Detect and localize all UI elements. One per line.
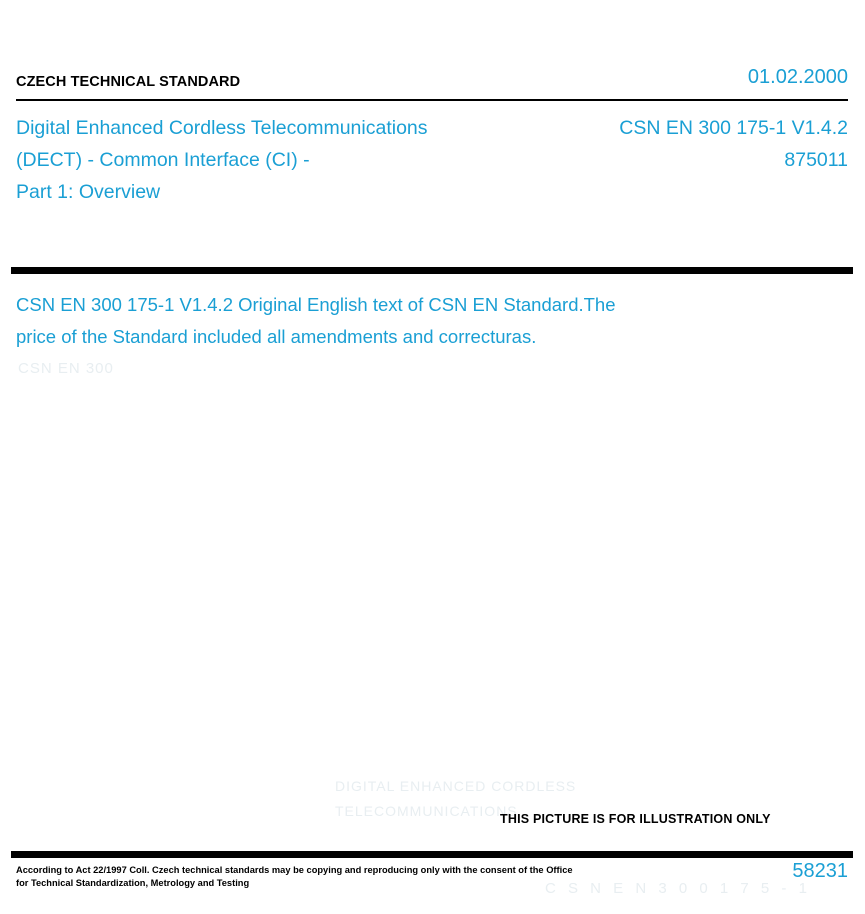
illustration-caption: THIS PICTURE IS FOR ILLUSTRATION ONLY xyxy=(500,812,771,826)
footer-document-number: 58231 xyxy=(792,860,848,882)
standard-note-line-1: CSN EN 300 175-1 V1.4.2 Original English text of CSN EN Standard.The xyxy=(16,294,616,315)
standard-title-line-3: Part 1: Overview xyxy=(16,181,161,203)
publication-date: 01.02.2000 xyxy=(747,66,848,88)
footer-legal-line-1: According to Act 22/1997 Coll. Czech technical standards may be copying and reproducing only with the consent of the Office xyxy=(16,865,573,875)
title-section-divider xyxy=(11,267,853,274)
footer-divider xyxy=(11,851,853,858)
standard-note-line-2: price of the Standard included all amendments and correcturas. xyxy=(16,326,537,347)
standard-title-line-1: Digital Enhanced Cordless Telecommunications xyxy=(16,117,428,139)
watermark-text-4: C S N E N 3 0 0 1 7 5 - 1 xyxy=(545,880,811,897)
standard-title xyxy=(16,112,536,208)
header-divider xyxy=(16,99,848,101)
watermark-text-1: CSN EN 300 xyxy=(18,360,114,377)
standard-title-line-2: (DECT) - Common Interface (CI) - xyxy=(16,149,310,171)
watermark-text-2: DIGITAL ENHANCED CORDLESS xyxy=(335,778,577,794)
document-header xyxy=(16,66,848,96)
watermark-text-3: TELECOMMUNICATIONS xyxy=(335,803,518,819)
standard-code: CSN EN 300 175-1 V1.4.2 xyxy=(619,117,848,139)
standard-type-label: CZECH TECHNICAL STANDARD xyxy=(16,74,241,90)
standard-designation xyxy=(528,112,848,176)
footer-legal-line-2: for Technical Standardization, Metrology and Testing xyxy=(16,878,250,888)
footer-legal-notice xyxy=(16,864,586,890)
standard-catalog-number: 875011 xyxy=(784,149,848,171)
standard-note xyxy=(16,289,756,353)
